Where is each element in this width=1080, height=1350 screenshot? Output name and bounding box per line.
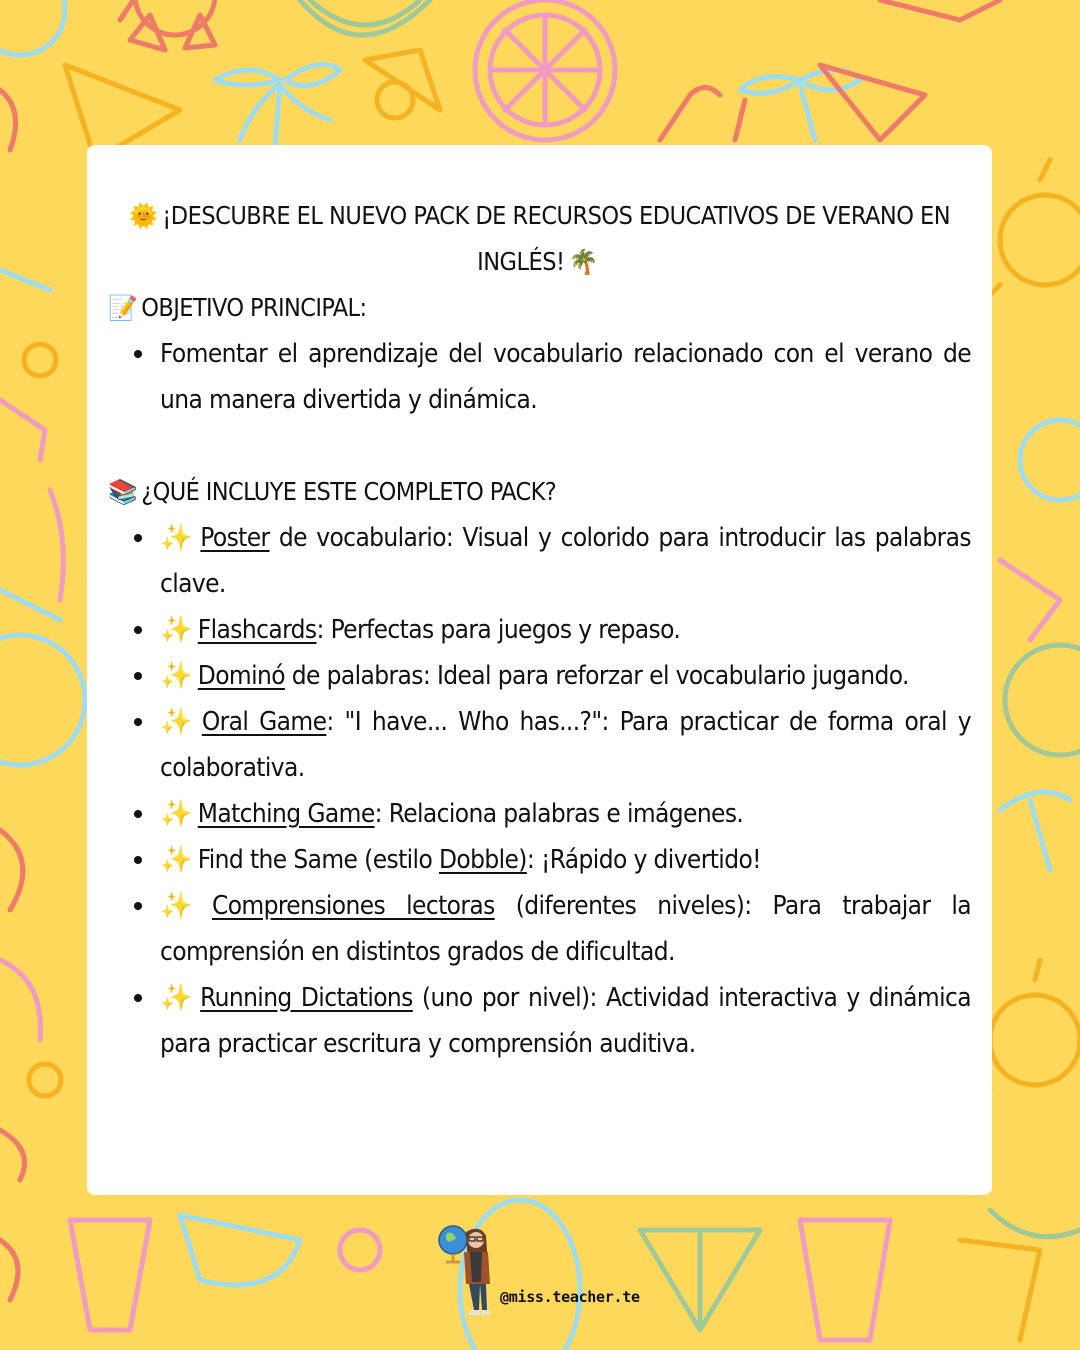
books-icon: 📚 <box>108 478 138 506</box>
list-item-flashcards: ✨ Flashcards: Perfectas para juegos y repaso. <box>160 607 971 653</box>
sun-icon: 🌞 <box>128 202 159 230</box>
matching-game-link[interactable]: Matching Game <box>197 799 375 829</box>
includes-heading-text: ¿QUÉ INCLUYE ESTE COMPLETO PACK? <box>141 477 557 506</box>
running-dictations-link[interactable]: Running Dictations <box>200 983 413 1013</box>
list-item-running-dictations: ✨ Running Dictations (uno por nivel): Actividad interactiva y dinámica para practicar escritura y comprensión auditiva. <box>160 975 971 1067</box>
list-item-oral-game: ✨ Oral Game: "I have... Who has...?": Para practicar de forma oral y colaborativa. <box>160 699 971 791</box>
title-text: ¡DESCUBRE EL NUEVO PACK DE RECURSOS EDUCATIVOS DE VERANO EN INGLÉS! <box>162 201 951 276</box>
poster-link[interactable]: Poster <box>200 523 270 553</box>
objective-list <box>108 331 971 423</box>
dobble-link[interactable]: Dobble) <box>438 845 527 875</box>
palm-tree-icon: 🌴 <box>568 248 598 276</box>
sparkles-icon: ✨ <box>160 845 192 875</box>
objective-heading-text: OBJETIVO PRINCIPAL: <box>141 293 367 322</box>
list-item-matching-game: ✨ Matching Game: Relaciona palabras e imágenes. <box>160 791 971 837</box>
list-item-poster: ✨ Poster de vocabulario: Visual y colorido para introducir las palabras clave. <box>160 515 971 607</box>
flashcards-link[interactable]: Flashcards <box>197 615 317 645</box>
oral-game-link[interactable]: Oral Game <box>201 707 327 737</box>
sun-doodle-icon <box>120 0 215 50</box>
teacher-avatar-icon <box>436 1222 502 1318</box>
sparkles-icon: ✨ <box>160 661 192 691</box>
domino-link[interactable]: Dominó <box>197 661 285 691</box>
objective-item: Fomentar el aprendizaje del vocabulario relacionado con el verano de una manera divertida y dinámica. <box>160 331 971 423</box>
includes-heading <box>108 469 971 515</box>
objective-heading <box>108 285 971 331</box>
palm-tree-doodle-icon <box>215 64 340 145</box>
author-footer <box>436 1222 640 1318</box>
includes-list <box>108 515 971 1067</box>
page-title <box>108 193 971 285</box>
comprensiones-link[interactable]: Comprensiones lectoras <box>211 891 495 921</box>
lemon-slice-doodle-icon <box>475 0 615 140</box>
sparkles-icon: ✨ <box>160 523 195 553</box>
sparkles-icon: ✨ <box>160 983 195 1013</box>
memo-icon: 📝 <box>108 294 138 322</box>
list-item-find-the-same: ✨ Find the Same (estilo Dobble): ¡Rápido y divertido! <box>160 837 971 883</box>
sparkles-icon: ✨ <box>160 891 206 921</box>
author-handle: @miss.teacher.te <box>500 1288 640 1306</box>
sparkles-icon: ✨ <box>160 799 192 829</box>
announcement-card <box>87 145 992 1195</box>
sparkles-icon: ✨ <box>160 615 192 645</box>
list-item-comprensiones: ✨ Comprensiones lectoras (diferentes niveles): Para trabajar la comprensión en distintos grados de dificultad. <box>160 883 971 975</box>
sparkles-icon: ✨ <box>160 707 196 737</box>
list-item-domino: ✨ Dominó de palabras: Ideal para reforzar el vocabulario jugando. <box>160 653 971 699</box>
